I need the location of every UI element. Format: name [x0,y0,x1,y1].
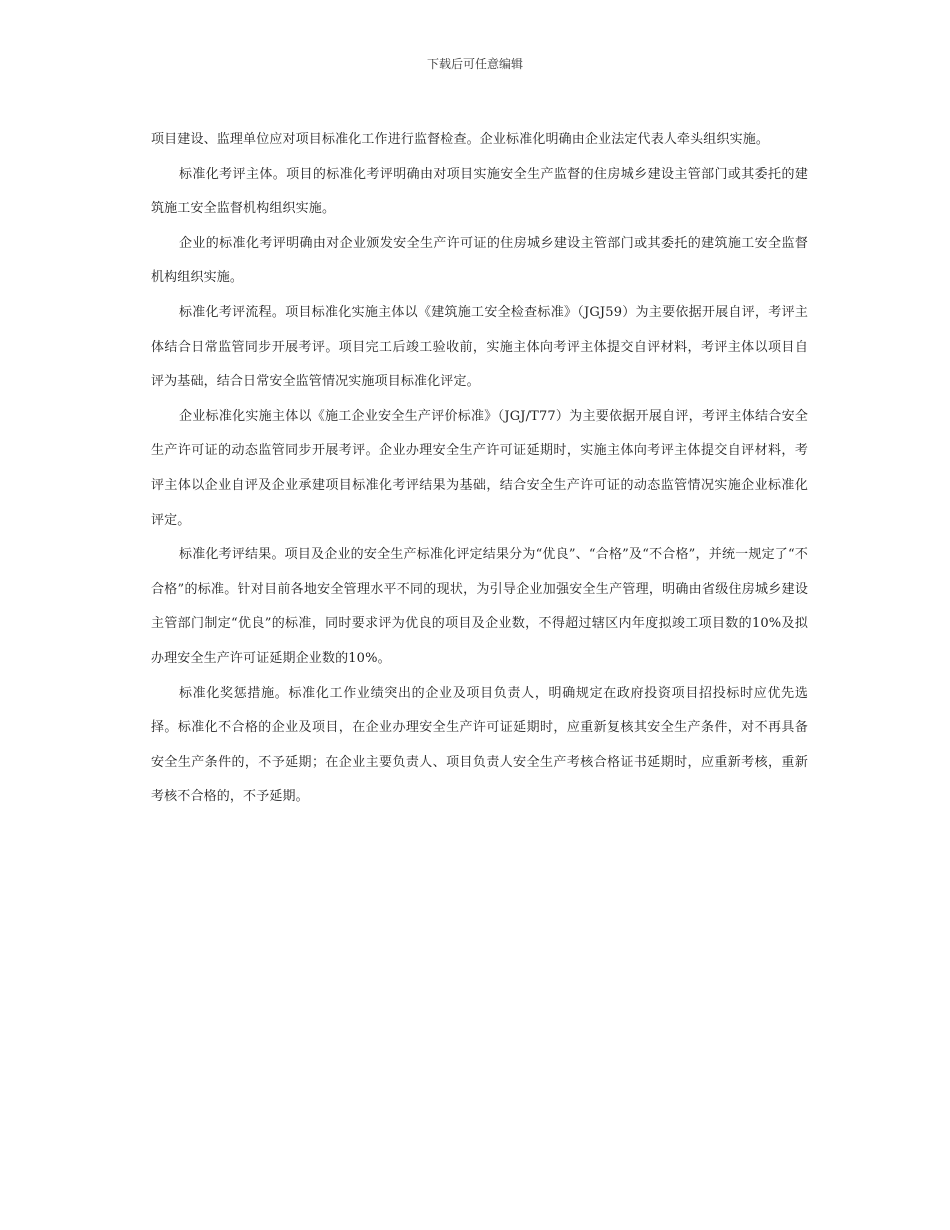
document-body [151,123,808,815]
paragraph-4: 标准化考评流程。项目标准化实施主体以《建筑施工安全检查标准》（JGJ59）为主要依据开展自评，考评主体结合日常监管同步开展考评。项目完工后竣工验收前，实施主体向考评主体提交自评材料，考评主体以项目自评为基础，结合日常安全监管情况实施项目标准化评定。 [151,304,808,390]
paragraph-5: 企业标准化实施主体以《施工企业安全生产评价标准》（JGJ/T77）为主要依据开展自评，考评主体结合安全生产许可证的动态监管同步开展考评。企业办理安全生产许可证延期时，实施主体向考评主体提交自评材料，考评主体以企业自评及企业承建项目标准化考评结果为基础，结合安全生产许可证的动态监管情况实施企业标准化评定。 [151,408,808,528]
paragraph-2: 标准化考评主体。项目的标准化考评明确由对项目实施安全生产监督的住房城乡建设主管部门或其委托的建筑施工安全监督机构组织实施。 [151,166,808,217]
page-header: 下载后可任意编辑 [426,57,523,71]
paragraph-7: 标准化奖惩措施。标准化工作业绩突出的企业及项目负责人，明确规定在政府投资项目招投标时应优先选择。标准化不合格的企业及项目，在企业办理安全生产许可证延期时，应重新复核其安全生产条件，对不再具备安全生产条件的，不予延期；在企业主要负责人、项目负责人安全生产考核合格证书延期时，应重新考核，重新考核不合格的，不予延期。 [151,685,808,805]
paragraph-1: 项目建设、监理单位应对项目标准化工作进行监督检查。企业标准化明确由企业法定代表人牵头组织实施。 [151,132,770,147]
paragraph-6: 标准化考评结果。项目及企业的安全生产标准化评定结果分为“优良”、“合格”及“不合格”，并统一规定了“不合格”的标准。针对目前各地安全管理水平不同的现状，为引导企业加强安全生产管理，明确由省级住房城乡建设主管部门制定“优良”的标准，同时要求评为优良的项目及企业数，不得超过辖区内年度拟竣工项目数的10%及拟办理安全生产许可证延期企业数的10%。 [151,547,808,666]
paragraph-3: 企业的标准化考评明确由对企业颁发安全生产许可证的住房城乡建设主管部门或其委托的建筑施工安全监督机构组织实施。 [151,235,808,286]
